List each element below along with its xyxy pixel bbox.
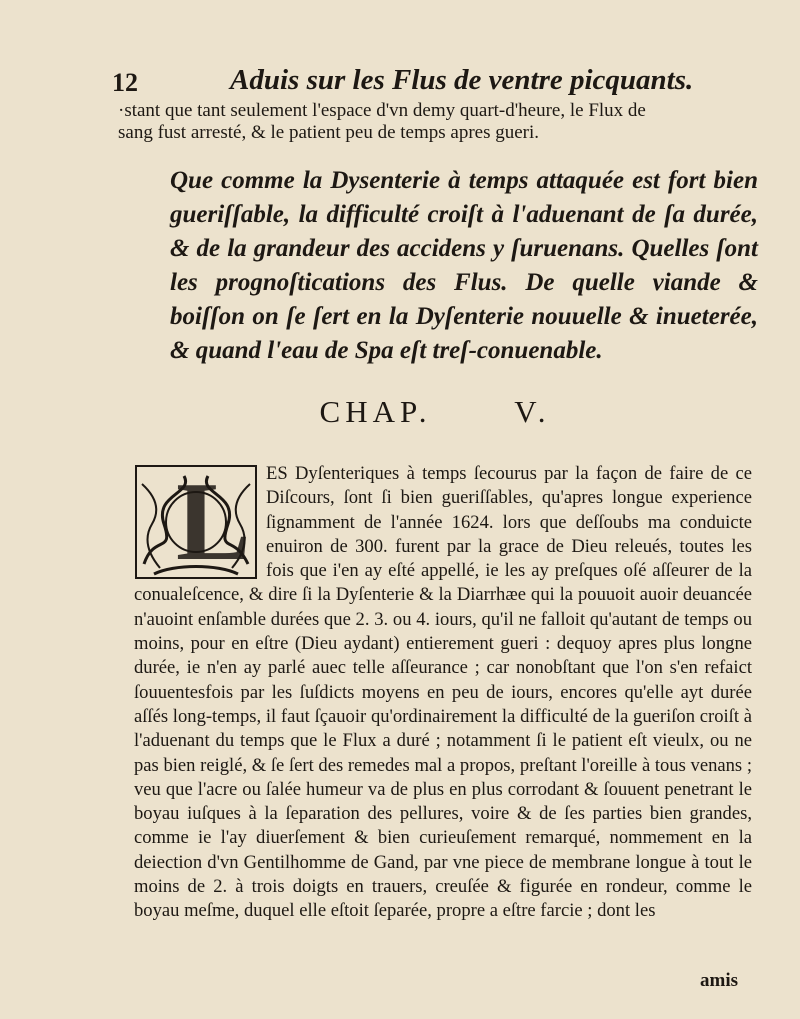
- running-title: Aduis sur les Flus de ventre picquants.: [230, 64, 694, 96]
- catchword: amis: [700, 970, 738, 991]
- chapter-heading: [0, 394, 800, 430]
- chapter-number: V.: [514, 394, 551, 429]
- page-header: [112, 64, 694, 100]
- chapter-body-text: ES Dyſenteriques à temps ſecourus par la façon de faire de ce Diſcours, ſont ſi bien gueriſſables, qu'apres longue experience ſignamment de l'année 1624. lors que deſſoubs ma conduicte enuiron de 300. furent par la grace de Dieu releués, toutes les fois que i'en ay eſté appellé, ie les ay preſques oſé aſſeurer de la conualeſcence, & dire ſi la Dyſenterie & la Diarrhæe qui la pouuoit auoir deuancée n'auoint enſamble durées que 2. 3. ou 4. iours, qu'il ne falloit qu'autant de temps ou moins, pour en eſtre (Dieu aydant) entierement gueri : dequoy apres plus longne durée, ie n'en ay parlé auec telle aſſeurance ; car nonobſtant que l'on s'en refaict ſouuentesfois par les ſuſdicts moyens en peu de iours, encores qu'elle ayt durée aſſés long-temps, il faut ſçauoir qu'ordinairement la difficulté de la gueriſon croiſt à l'aduenant du temps que le Flux a duré ; notamment ſi le patient eſt vieulx, ou ne pas bien reiglé, & ſe ſert des remedes mal a propos, preſtant l'oreille à tous venans ; veu que l'acre ou ſalée humeur va de plus en plus corrodant & ſouuent penetrant le boyau iuſques à la ſeparation des pellures, voire & de ſes parties bien grandes, comme ie l'ay diuerſement & bien curieuſement remarqué, nommement en la deiection d'vn Gentilhomme de Gand, par vne piece de membrane longue à tout le moins de 2. à trois doigts en trauers, creuſée & figurée en rondeur, comme le boyau meſme, duquel elle eſtoit ſeparée, propre a eſtre farcie ; dont les: [134, 463, 752, 922]
- continuation-paragraph: ·stant que tant seulement l'espace d'vn demy quart-d'heure, le Flux de sang fust arresté, & le patient peu de temps apres gueri.: [118, 100, 646, 143]
- page-number: 12: [112, 68, 138, 97]
- drop-cap-letter: L: [176, 460, 251, 584]
- chapter-body: [134, 462, 752, 924]
- chapter-summary: Que comme la Dysenterie à temps attaquée est fort bien gueriſſable, la difficulté croiſt à l'aduenant de ſa durée, & de la grandeur des accidens y ſuruenans. Quelles ſont les prognoſtications des Flus. De quelle viande & boiſſon on ſe ſert en la Dyſenterie nouuelle & inueterée, & quand l'eau de Spa eſt treſ-conuenable.: [170, 167, 758, 364]
- ornamental-drop-cap: [134, 460, 258, 584]
- chapter-label: CHAP.: [319, 394, 432, 429]
